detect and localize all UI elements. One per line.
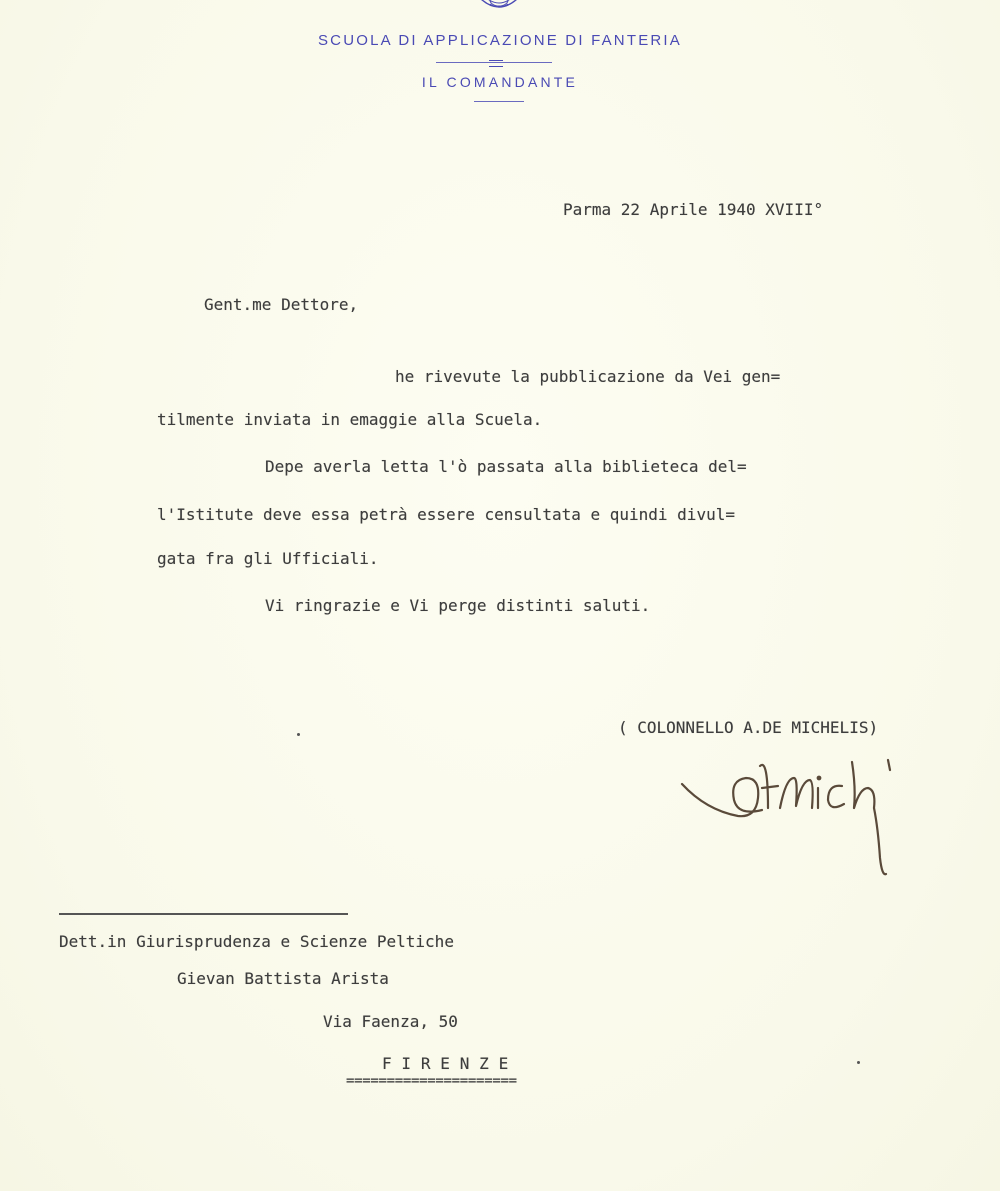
body-line: Depe averla letta l'ò passata alla biblieteca del= xyxy=(265,457,747,476)
recipient-city: FIRENZE xyxy=(382,1054,519,1073)
letterhead-equal-mark xyxy=(489,60,503,67)
city-underline: ===================== xyxy=(346,1073,517,1089)
crest-icon xyxy=(470,0,528,20)
letterhead-underline xyxy=(474,101,524,102)
body-line: l'Istitute deve essa petrà essere censultata e quindi divul= xyxy=(157,505,735,524)
place-date: Parma 22 Aprile 1940 XVIII° xyxy=(563,200,824,219)
recipient-street: Via Faenza, 50 xyxy=(323,1012,458,1031)
school-name: SCUOLA DI APPLICAZIONE DI FANTERIA xyxy=(317,32,683,49)
closing-line: Vi ringrazie e Vi perge distinti saluti. xyxy=(265,596,651,615)
address-separator-rule xyxy=(59,913,348,915)
salutation: Gent.me Dettore, xyxy=(204,295,359,314)
paper-speck xyxy=(297,733,300,736)
signer-name: ( COLONNELLO A.DE MICHELIS) xyxy=(618,718,879,737)
body-line: tilmente inviata in emaggie alla Scuela. xyxy=(157,410,543,429)
recipient-title: Dett.in Giurisprudenza e Scienze Peltiche xyxy=(59,932,454,951)
handwritten-signature xyxy=(676,748,916,883)
body-line: he rivevute la pubblicazione da Vei gen= xyxy=(395,367,781,386)
recipient-name: Gievan Battista Arista xyxy=(177,969,389,988)
letterhead-title: IL COMANDANTE xyxy=(421,74,579,90)
body-line: gata fra gli Ufficiali. xyxy=(157,549,379,568)
paper-speck xyxy=(857,1061,860,1064)
